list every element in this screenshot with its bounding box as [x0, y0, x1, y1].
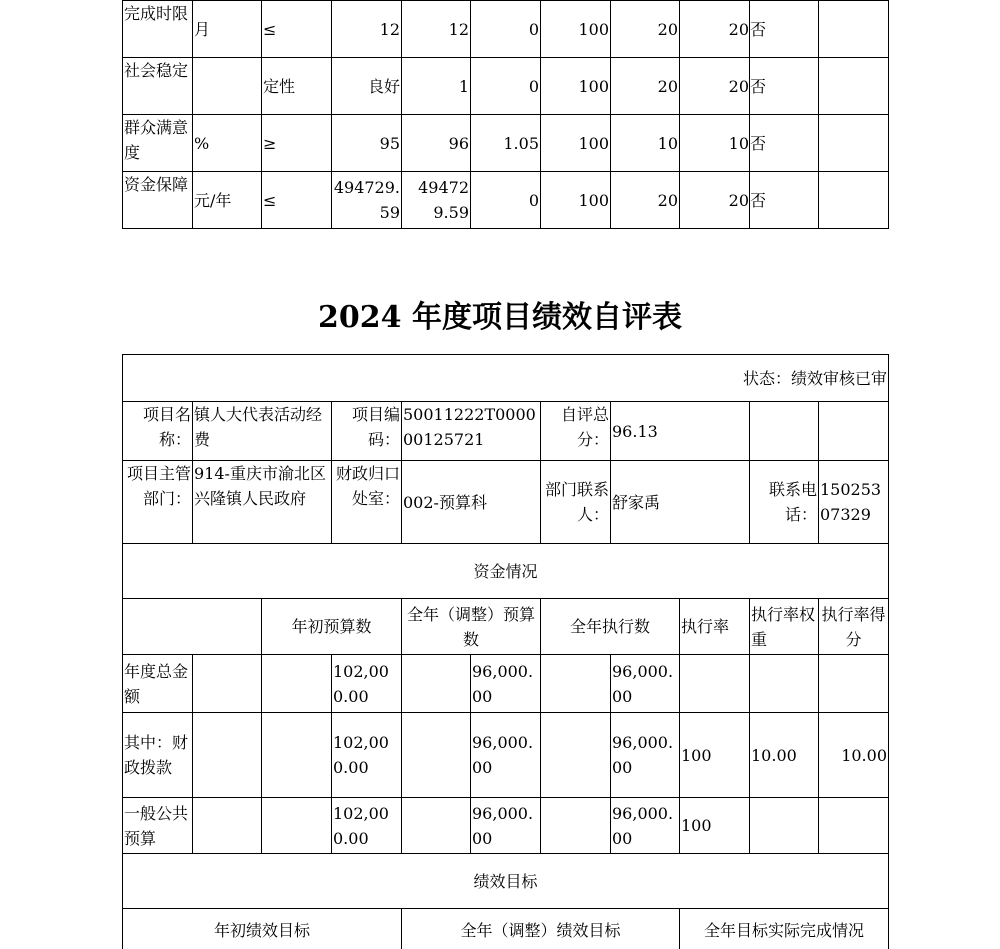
- goals-section-title: 绩效目标: [123, 854, 889, 909]
- table-row: [123, 1, 889, 58]
- header-initial-budget: 年初预算数: [262, 599, 402, 655]
- empty-cell: [541, 798, 611, 854]
- target-value: 良好: [332, 58, 402, 115]
- initial-budget-value: 102,000.00: [332, 798, 402, 854]
- rate-score-value: [819, 798, 889, 854]
- executed-value: 96,000.00: [611, 655, 680, 713]
- department-label: 项目主管部门：: [123, 461, 193, 544]
- header-executed: 全年执行数: [541, 599, 680, 655]
- actual-value: 12: [402, 1, 471, 58]
- operator: ≤: [262, 1, 332, 58]
- execution-rate-value: [680, 655, 750, 713]
- status-badge: 状态：绩效审核已审: [123, 355, 889, 402]
- deviation: 0: [471, 1, 541, 58]
- rate-score-value: [819, 655, 889, 713]
- empty-cell: [193, 655, 262, 713]
- adjusted-budget-value: 96,000.00: [471, 713, 541, 798]
- contact-person-label: 部门联系人：: [541, 461, 611, 544]
- weight: 20: [611, 172, 680, 229]
- rate-score-value: 10.00: [819, 713, 889, 798]
- empty-cell: [402, 655, 471, 713]
- empty-cell: [541, 713, 611, 798]
- unit: %: [193, 115, 262, 172]
- project-code-label: 项目编码：: [332, 402, 402, 461]
- header-adjusted-budget: 全年（调整）预算数: [402, 599, 541, 655]
- score: 20: [680, 172, 750, 229]
- finance-office-label: 财政归口处室：: [332, 461, 402, 544]
- deviation-flag: 否: [750, 115, 819, 172]
- fund-row-label: 其中：财政拨款: [123, 713, 193, 798]
- target-value: 12: [332, 1, 402, 58]
- base-value: 100: [541, 115, 611, 172]
- department-value: 914-重庆市渝北区兴隆镇人民政府: [193, 461, 332, 544]
- note: [819, 115, 889, 172]
- note: [819, 1, 889, 58]
- indicator-name: 资金保障: [123, 172, 193, 229]
- page-title: 2024 年度项目绩效自评表: [318, 300, 682, 335]
- adjusted-budget-value: 96,000.00: [471, 798, 541, 854]
- header-rate-score: 执行率得分: [819, 599, 889, 655]
- empty-cell: [750, 402, 819, 461]
- unit: [193, 58, 262, 115]
- base-value: 100: [541, 58, 611, 115]
- performance-indicator-table: [122, 0, 889, 229]
- table-row: [123, 798, 889, 854]
- operator: 定性: [262, 58, 332, 115]
- base-value: 100: [541, 1, 611, 58]
- indicator-name: 群众满意度: [123, 115, 193, 172]
- executed-value: 96,000.00: [611, 798, 680, 854]
- operator: ≤: [262, 172, 332, 229]
- deviation: 1.05: [471, 115, 541, 172]
- table-row: [123, 713, 889, 798]
- fund-row-label: 一般公共预算: [123, 798, 193, 854]
- table-row: [123, 655, 889, 713]
- table-row: [123, 115, 889, 172]
- self-score-label: 自评总分：: [541, 402, 611, 461]
- empty-cell: [402, 798, 471, 854]
- execution-rate-value: 100: [680, 798, 750, 854]
- actual-value: 1: [402, 58, 471, 115]
- rate-weight-value: 10.00: [750, 713, 819, 798]
- goals-header-actual: 全年目标实际完成情况: [680, 909, 889, 949]
- weight: 10: [611, 115, 680, 172]
- empty-cell: [262, 798, 332, 854]
- empty-cell: [193, 713, 262, 798]
- rate-weight-value: [750, 655, 819, 713]
- header-execution-rate: 执行率: [680, 599, 750, 655]
- header-rate-weight: 执行率权重: [750, 599, 819, 655]
- table-row: [123, 58, 889, 115]
- score: 20: [680, 1, 750, 58]
- contact-person-value: 舒家禹: [611, 461, 750, 544]
- note: [819, 58, 889, 115]
- table-row: [123, 172, 889, 229]
- goals-header-adjusted: 全年（调整）绩效目标: [402, 909, 680, 949]
- empty-cell: [262, 655, 332, 713]
- project-name-value: 镇人大代表活动经费: [193, 402, 332, 461]
- phone-label: 联系电话：: [750, 461, 819, 544]
- indicator-name: 社会稳定: [123, 58, 193, 115]
- empty-cell: [402, 713, 471, 798]
- unit: 元/年: [193, 172, 262, 229]
- weight: 20: [611, 1, 680, 58]
- deviation-flag: 否: [750, 1, 819, 58]
- target-value: 95: [332, 115, 402, 172]
- deviation-flag: 否: [750, 58, 819, 115]
- actual-value: 96: [402, 115, 471, 172]
- self-score-value: 96.13: [611, 402, 750, 461]
- target-value: 494729.59: [332, 172, 402, 229]
- initial-budget-value: 102,000.00: [332, 713, 402, 798]
- empty-cell: [819, 402, 889, 461]
- score: 20: [680, 58, 750, 115]
- project-name-label: 项目名称：: [123, 402, 193, 461]
- actual-value: 494729.59: [402, 172, 471, 229]
- note: [819, 172, 889, 229]
- fund-row-label: 年度总金额: [123, 655, 193, 713]
- phone-value: 15025307329: [819, 461, 889, 544]
- base-value: 100: [541, 172, 611, 229]
- empty-cell: [541, 655, 611, 713]
- empty-cell: [193, 798, 262, 854]
- unit: 月: [193, 1, 262, 58]
- rate-weight-value: [750, 798, 819, 854]
- indicator-name: 完成时限: [123, 1, 193, 58]
- execution-rate-value: 100: [680, 713, 750, 798]
- finance-office-value: 002-预算科: [402, 461, 541, 544]
- project-code-value: 50011222T000000125721: [402, 402, 541, 461]
- score: 10: [680, 115, 750, 172]
- adjusted-budget-value: 96,000.00: [471, 655, 541, 713]
- weight: 20: [611, 58, 680, 115]
- deviation: 0: [471, 58, 541, 115]
- initial-budget-value: 102,000.00: [332, 655, 402, 713]
- executed-value: 96,000.00: [611, 713, 680, 798]
- empty-cell: [262, 713, 332, 798]
- operator: ≥: [262, 115, 332, 172]
- deviation-flag: 否: [750, 172, 819, 229]
- empty-cell: [123, 599, 262, 655]
- funds-section-title: 资金情况: [123, 544, 889, 599]
- goals-header-initial: 年初绩效目标: [123, 909, 402, 949]
- self-evaluation-table: [122, 354, 889, 949]
- deviation: 0: [471, 172, 541, 229]
